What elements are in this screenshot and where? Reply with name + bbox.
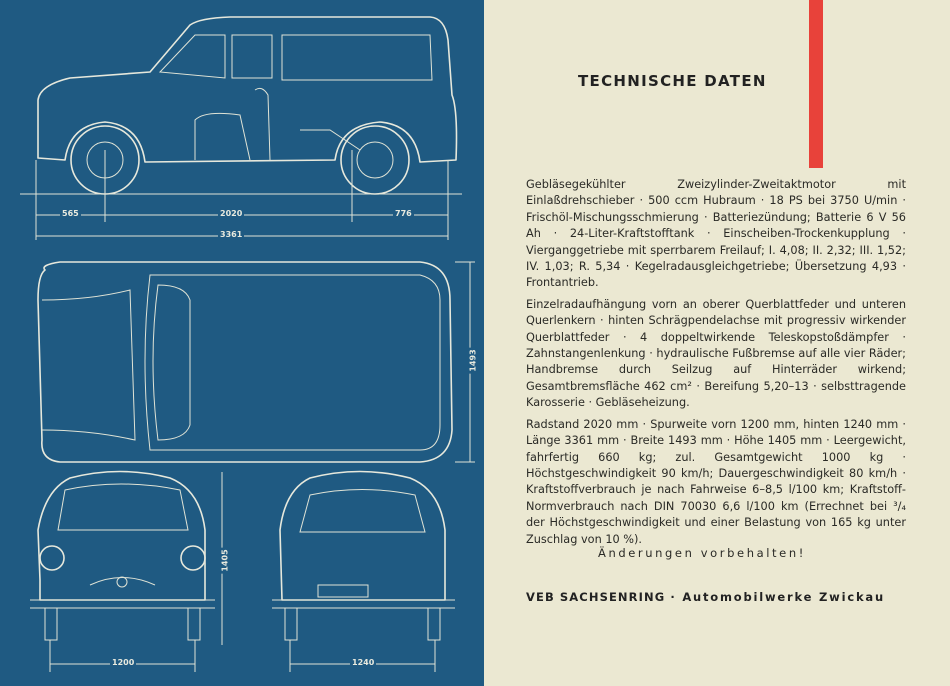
dim-width: 1493 xyxy=(468,349,478,372)
dim-length: 3361 xyxy=(220,230,243,239)
spec-paragraph-dimensions: Radstand 2020 mm · Spurweite vorn 1200 mm, hinten 1240 mm · Länge 3361 mm · Breite 1493 mm · Höhe 1405 mm · Leergewicht, fahrfertig 660 kg; zul. Gesamtgewicht 1000 kg · Höchstgeschwindigkeit 90 km/h; Dauergeschwindigkeit 80 km/h · Kraftstoffverbrauch je nach Fahrweise 6–8,5 l/100 km; Kraftstoff-Normverbrauch nach DIN 70030 6,6 l/100 km (Errechnet bei ³/₄ der Höchstgeschwindigkeit und einer Belastung von 165 kg unter Zuschlag von 10 %). xyxy=(526,417,906,546)
red-accent-bar xyxy=(809,0,823,168)
side-view-drawing xyxy=(20,17,462,240)
manufacturer-subtitle: · Automobilwerke Zwickau xyxy=(670,590,885,604)
manufacturer-name: VEB SACHSENRING xyxy=(526,590,666,604)
page-title: TECHNISCHE DATEN xyxy=(578,72,767,90)
manufacturer xyxy=(526,590,885,604)
dim-rear-overhang: 776 xyxy=(395,209,412,218)
dim-front-overhang: 565 xyxy=(62,209,79,218)
spec-paragraph-chassis: Einzelradaufhängung vorn an oberer Querblattfeder und unteren Querlenkern · hinten Schrägpendelachse mit progressiv wirkender Querblattfeder · 4 doppeltwirkende Teleskopstoßdämpfer · Zahnstangenlenkung · hydraulische Fußbremse auf alle vier Räder; Handbremse durch Seilzug auf Hinterräder wirkend; Gesamtbremsfläche 462 cm² · Bereifung 5,20–13 · selbsttragende Karosserie · Gebläseheizung. xyxy=(526,297,906,410)
dim-track-rear: 1240 xyxy=(352,658,375,667)
dim-wheelbase: 2020 xyxy=(220,209,243,218)
front-view-drawing xyxy=(30,472,222,673)
dim-height: 1405 xyxy=(220,549,230,572)
top-view-drawing xyxy=(38,262,475,462)
changes-reserved-note: Änderungen vorbehalten! xyxy=(598,546,806,560)
dim-track-front: 1200 xyxy=(112,658,135,667)
rear-view-drawing xyxy=(272,472,455,673)
spec-text xyxy=(526,177,906,553)
spec-paragraph-engine: Gebläsegekühlter Zweizylinder-Zweitaktmotor mit Einlaßdrehschieber · 500 ccm Hubraum · 18 PS bei 3750 U/min · Frischöl-Mischungsschmierung · Batteriezündung; Batterie 6 V 56 Ah · 24-Liter-Kraftstofftank · Einscheiben-Trockenkupplung · Vierganggetriebe mit sperrbarem Freilauf; I. 4,08; II. 2,32; III. 1,52; IV. 1,03; R. 5,34 · Kegelradausgleichgetriebe; Übersetzung 4,93 · Frontantrieb. xyxy=(526,178,906,290)
